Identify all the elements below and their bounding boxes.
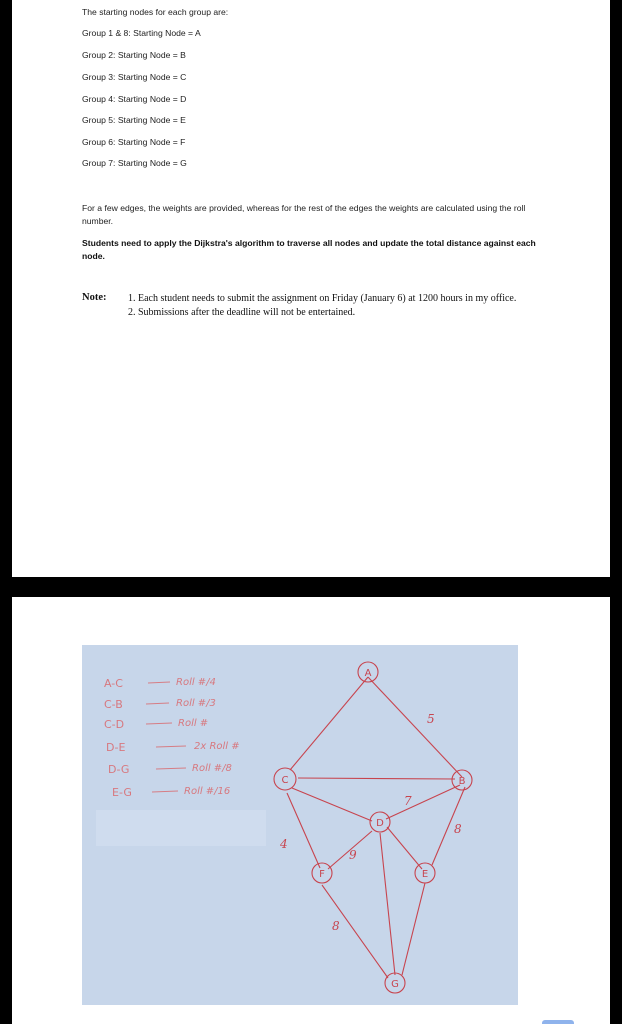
graph-drawing <box>82 645 518 1005</box>
instruction-text: Students need to apply the Dijkstra's algorithm to traverse all nodes and update the total distance against each node. <box>82 238 536 261</box>
arrow-line <box>152 791 178 792</box>
rule-text: Roll #/3 <box>176 698 216 709</box>
note-label: Note: <box>82 292 107 303</box>
note-item: 2. Submissions after the deadline will not be entertained. <box>128 306 356 318</box>
arrow-line <box>148 682 170 683</box>
group-line: Group 3: Starting Node = C <box>82 72 187 82</box>
node-label: A <box>364 668 372 679</box>
rule-edge: A-C <box>104 677 123 690</box>
weights-paragraph: For a few edges, the weights are provided, whereas for the rest of the edges the weights are calculated using the roll number. <box>82 203 526 226</box>
rule-text: 2x Roll # <box>194 741 240 752</box>
scroll-indicator[interactable] <box>542 1020 574 1024</box>
edge-c-f <box>287 793 320 868</box>
node-label: C <box>281 775 289 786</box>
rule-edge: C-D <box>104 718 125 731</box>
rule-edge: D-E <box>106 741 126 754</box>
weight-f-g: 8 <box>332 919 340 933</box>
note-item: 1. Each student needs to submit the assignment on Friday (January 6) at 1200 hours in my office. <box>128 293 517 304</box>
edge-c-d <box>292 788 372 821</box>
edge-a-c <box>290 677 368 770</box>
arrow-line <box>156 746 186 747</box>
edge-d-e <box>387 827 422 869</box>
rule-text: Roll #/8 <box>192 763 232 774</box>
node-label: D <box>376 818 384 829</box>
intro-text: The starting nodes for each group are: <box>82 7 229 17</box>
weight-d-b: 7 <box>404 794 412 808</box>
arrow-line <box>146 723 172 724</box>
node-label: G <box>391 979 399 990</box>
document-page-2 <box>12 597 610 1024</box>
rule-text: Roll #/16 <box>184 786 231 797</box>
graph-photo <box>82 645 518 1005</box>
rule-edge: C-B <box>104 698 123 711</box>
rule-edge: E-G <box>112 786 132 799</box>
arrow-line <box>156 768 186 769</box>
group-line: Group 1 & 8: Starting Node = A <box>82 28 201 38</box>
photo-glare <box>96 810 266 846</box>
edge-d-b <box>386 785 460 819</box>
edge-e-g <box>402 883 425 975</box>
rule-edge: D-G <box>108 763 130 776</box>
arrow-line <box>146 703 169 704</box>
node-label: B <box>458 776 466 787</box>
group-line: Group 5: Starting Node = E <box>82 115 186 125</box>
weight-b-e: 8 <box>454 822 462 836</box>
weight-a-b: 5 <box>427 712 435 726</box>
group-line: Group 2: Starting Node = B <box>82 50 186 60</box>
group-line: Group 4: Starting Node = D <box>82 94 187 104</box>
edge-a-b <box>368 677 462 777</box>
node-label: F <box>319 869 325 880</box>
weight-c-f: 4 <box>280 837 288 851</box>
rule-text: Roll #/4 <box>176 677 216 688</box>
group-line: Group 7: Starting Node = G <box>82 158 187 168</box>
document-page-1 <box>12 0 610 577</box>
weight-d-f: 9 <box>349 848 357 862</box>
edge-c-b <box>298 778 455 779</box>
page-separator <box>0 577 622 597</box>
group-line: Group 6: Starting Node = F <box>82 137 186 147</box>
node-label: E <box>421 869 429 880</box>
edge-d-g <box>380 833 395 975</box>
note-list <box>128 292 548 319</box>
rule-text: Roll # <box>178 718 209 729</box>
